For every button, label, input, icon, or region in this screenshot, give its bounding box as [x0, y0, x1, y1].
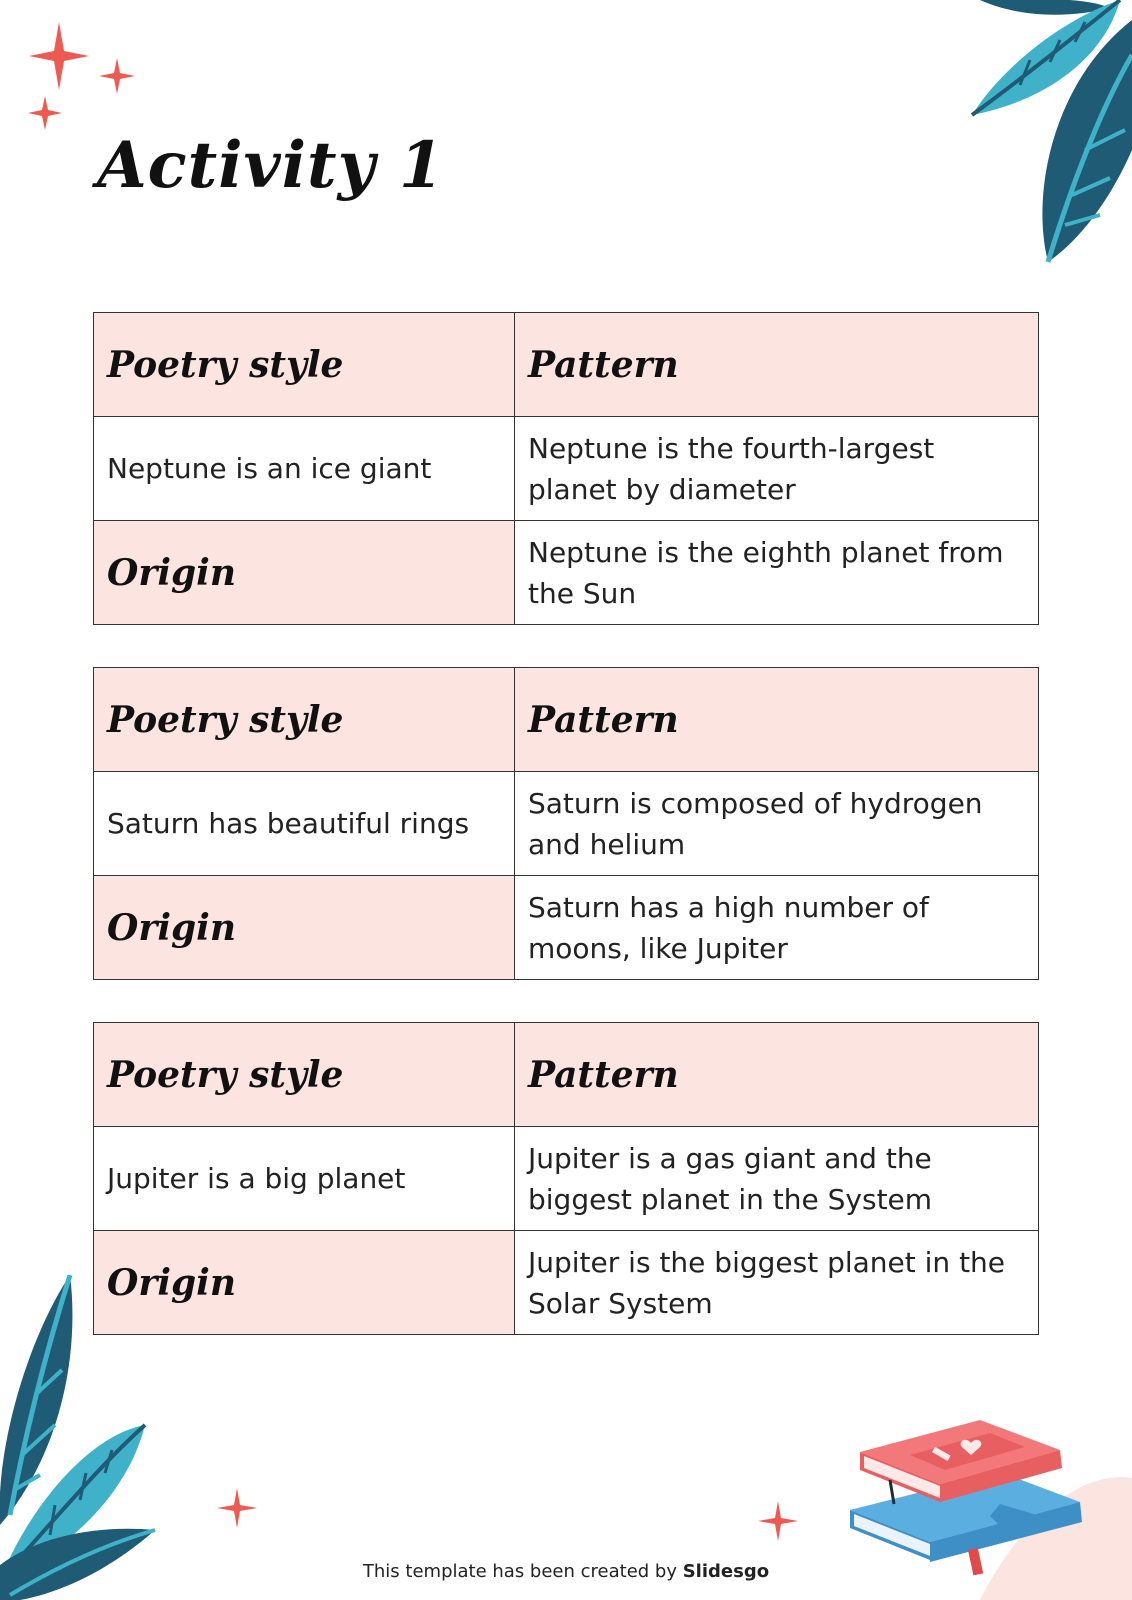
header-poetry-style: Poetry style	[107, 698, 344, 741]
cell-text: Saturn has a high number of moons, like Jupiter	[528, 890, 929, 965]
header-left-cell	[94, 1023, 515, 1127]
cell-text: Saturn is composed of hydrogen and helium	[528, 786, 983, 861]
row-left-cell	[94, 772, 515, 876]
header-right-cell	[515, 313, 1039, 417]
cell-text: Jupiter is a big planet	[107, 1162, 406, 1195]
activity-table-3	[93, 1022, 1039, 1335]
cell-text: Saturn has beautiful rings	[107, 807, 470, 840]
origin-label-cell	[94, 1231, 515, 1335]
origin-label-cell	[94, 876, 515, 980]
table-row	[94, 417, 1039, 521]
header-pattern: Pattern	[528, 1053, 679, 1096]
sparkle-bottom-left-icon	[217, 1488, 257, 1528]
cell-text: Neptune is an ice giant	[107, 452, 432, 485]
table-row	[94, 772, 1039, 876]
origin-label: Origin	[107, 1261, 237, 1304]
row-left-cell	[94, 1127, 515, 1231]
row-right-cell	[515, 521, 1039, 625]
cell-text: Neptune is the fourth-largest planet by diameter	[528, 431, 935, 506]
leaves-top-right-icon	[960, 0, 1132, 270]
table-header-row	[94, 313, 1039, 417]
row-left-cell	[94, 417, 515, 521]
table-row	[94, 1127, 1039, 1231]
table-row	[94, 1231, 1039, 1335]
origin-label-cell	[94, 521, 515, 625]
footer-brand-link[interactable]: Slidesgo	[682, 1561, 770, 1582]
activity-table-2	[93, 667, 1039, 980]
page-title: Activity 1	[97, 128, 445, 203]
origin-label: Origin	[107, 906, 237, 949]
sparkle-bottom-right-icon	[758, 1501, 798, 1541]
table-header-row	[94, 668, 1039, 772]
header-poetry-style: Poetry style	[107, 1053, 344, 1096]
header-left-cell	[94, 313, 515, 417]
cell-text: Jupiter is the biggest planet in the Solar System	[528, 1245, 1006, 1320]
row-right-cell	[515, 772, 1039, 876]
header-poetry-style: Poetry style	[107, 343, 344, 386]
origin-label: Origin	[107, 551, 237, 594]
table-row	[94, 876, 1039, 980]
header-right-cell	[515, 1023, 1039, 1127]
table-header-row	[94, 1023, 1039, 1127]
footer-credit	[0, 1561, 1132, 1582]
header-pattern: Pattern	[528, 698, 679, 741]
header-left-cell	[94, 668, 515, 772]
header-right-cell	[515, 668, 1039, 772]
row-right-cell	[515, 876, 1039, 980]
table-row	[94, 521, 1039, 625]
cell-text: Jupiter is a gas giant and the biggest planet in the System	[528, 1141, 933, 1216]
row-right-cell	[515, 417, 1039, 521]
row-right-cell	[515, 1231, 1039, 1335]
footer-prefix: This template has been created by	[362, 1561, 683, 1582]
header-pattern: Pattern	[528, 343, 679, 386]
cell-text: Neptune is the eighth planet from the Sun	[528, 535, 1004, 610]
activity-table-1	[93, 312, 1039, 625]
row-right-cell	[515, 1127, 1039, 1231]
sparkles-top-left-icon	[25, 22, 140, 137]
